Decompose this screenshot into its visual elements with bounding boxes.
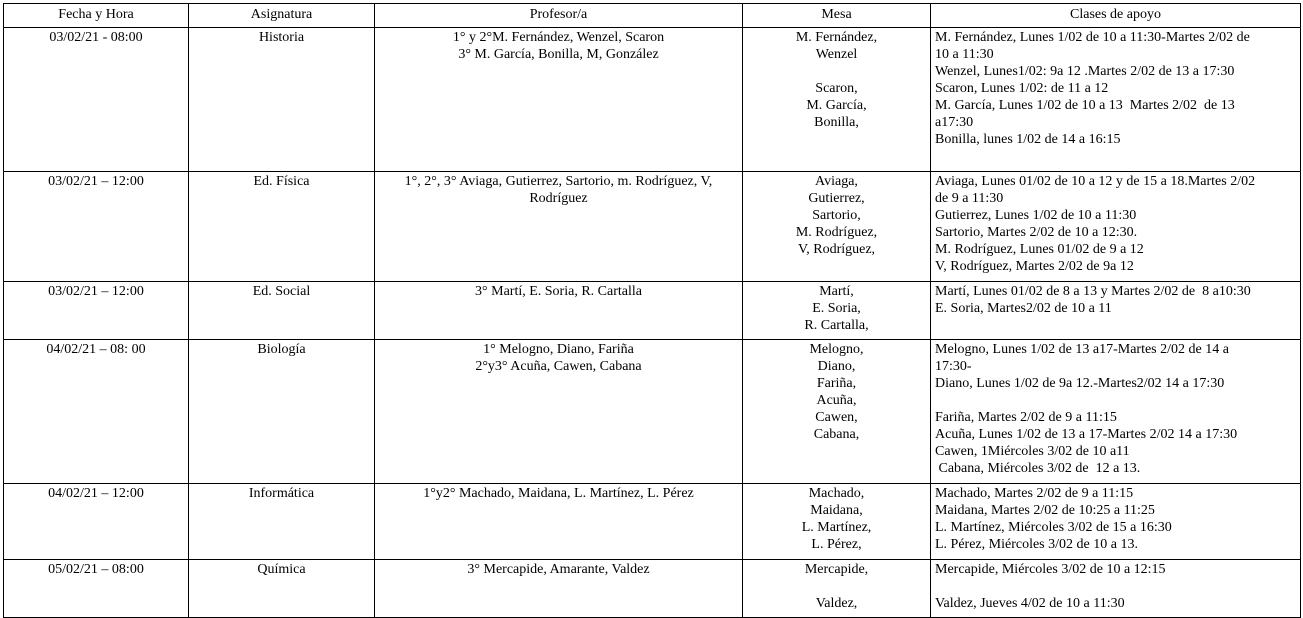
mesa-cell-line: Maidana,	[810, 503, 863, 518]
clases-cell-line: Bonilla, lunes 1/02 de 14 a 16:15	[935, 132, 1121, 147]
mesa-cell-line: V, Rodríguez,	[797, 242, 876, 257]
header-fecha: Fecha y Hora	[4, 4, 189, 28]
header-clases: Clases de apoyo	[931, 4, 1301, 28]
clases-cell-line: M. Rodríguez, Lunes 01/02 de 9 a 12	[935, 242, 1144, 257]
table-row	[4, 28, 1301, 172]
mesa-cell-line: Gutierrez,	[808, 191, 865, 206]
clases-cell	[931, 560, 1301, 618]
fecha-cell: 03/02/21 - 08:00	[4, 28, 189, 172]
mesa-cell-line: M. Rodríguez,	[795, 225, 878, 240]
mesa-cell-line: Wenzel	[815, 47, 858, 62]
clases-cell-line: M. García, Lunes 1/02 de 10 a 13 Martes 2/02 de 13	[935, 98, 1235, 113]
mesa-cell-line: M. Fernández,	[795, 30, 878, 45]
fecha-cell: 05/02/21 – 08:00	[4, 560, 189, 618]
clases-cell-line: L. Pérez, Miércoles 3/02 de 10 a 13.	[935, 537, 1138, 552]
clases-cell-line: Mercapide, Miércoles 3/02 de 10 a 12:15	[935, 562, 1166, 577]
profesor-cell-line: 3° Martí, E. Soria, R. Cartalla	[475, 284, 642, 299]
clases-cell-line: L. Martínez, Miércoles 3/02 de 15 a 16:30	[935, 520, 1172, 535]
mesa-cell-line: Melogno,	[809, 342, 864, 357]
mesa-cell	[743, 484, 931, 560]
table-row	[4, 340, 1301, 484]
mesa-cell-line: Aviaga,	[815, 174, 858, 189]
clases-cell-line	[935, 392, 1296, 409]
clases-cell-line: Diano, Lunes 1/02 de 9a 12.-Martes2/02 14 a 17:30	[935, 376, 1225, 391]
header-row	[4, 4, 1301, 28]
clases-cell-line: Wenzel, Lunes1/02: 9a 12 .Martes 2/02 de 13 a 17:30	[935, 64, 1235, 79]
clases-cell-line: Melogno, Lunes 1/02 de 13 a17-Martes 2/02 de 14 a	[935, 342, 1229, 357]
clases-cell-line: M. Fernández, Lunes 1/02 de 10 a 11:30-Martes 2/02 de	[935, 30, 1250, 45]
mesa-cell-line: L. Martínez,	[801, 520, 872, 535]
mesa-cell-line: Diano,	[817, 359, 856, 374]
mesa-cell-line: Mercapide,	[804, 562, 869, 577]
clases-cell-line: Valdez, Jueves 4/02 de 10 a 11:30	[935, 596, 1125, 611]
mesa-cell-line: Sartorio,	[812, 208, 861, 223]
table-row	[4, 484, 1301, 560]
mesa-cell-line: Cawen,	[815, 410, 858, 425]
profesor-cell	[375, 28, 743, 172]
clases-cell	[931, 282, 1301, 340]
clases-cell-line: Aviaga, Lunes 01/02 de 10 a 12 y de 15 a 18.Martes 2/02	[935, 174, 1256, 189]
clases-cell	[931, 28, 1301, 172]
mesa-cell-line: Fariña,	[816, 376, 857, 391]
profesor-cell	[375, 560, 743, 618]
mesa-cell	[743, 282, 931, 340]
fecha-cell: 04/02/21 – 12:00	[4, 484, 189, 560]
mesa-cell-line: E. Soria,	[812, 301, 861, 316]
asignatura-cell: Historia	[189, 28, 375, 172]
clases-cell-line: E. Soria, Martes2/02 de 10 a 11	[935, 301, 1112, 316]
header-mesa: Mesa	[743, 4, 931, 28]
header-profesor: Profesor/a	[375, 4, 743, 28]
clases-cell-line: Acuña, Lunes 1/02 de 13 a 17-Martes 2/02 14 a 17:30	[935, 427, 1238, 442]
mesa-cell	[743, 340, 931, 484]
profesor-cell-line: 1°, 2°, 3° Aviaga, Gutierrez, Sartorio, m. Rodríguez, V,	[404, 174, 713, 189]
profesor-cell-line: 3° M. García, Bonilla, M, González	[458, 47, 659, 62]
mesa-cell	[743, 172, 931, 282]
mesa-cell-line: Valdez,	[815, 596, 858, 611]
profesor-cell-line: 1° y 2°M. Fernández, Wenzel, Scaron	[452, 30, 665, 45]
clases-cell-line: Fariña, Martes 2/02 de 9 a 11:15	[935, 410, 1117, 425]
asignatura-cell: Informática	[189, 484, 375, 560]
asignatura-cell: Química	[189, 560, 375, 618]
profesor-cell	[375, 340, 743, 484]
clases-cell-line: V, Rodríguez, Martes 2/02 de 9a 12	[935, 259, 1134, 274]
clases-cell-line: Scaron, Lunes 1/02: de 11 a 12	[935, 81, 1109, 96]
profesor-cell-line: 1°y2° Machado, Maidana, L. Martínez, L. Pérez	[423, 486, 694, 501]
clases-cell-line: Gutierrez, Lunes 1/02 de 10 a 11:30	[935, 208, 1137, 223]
mesa-cell-line: Machado,	[808, 486, 865, 501]
clases-cell-line: Martí, Lunes 01/02 de 8 a 13 y Martes 2/02 de 8 a10:30	[935, 284, 1251, 299]
mesa-cell-line	[747, 578, 926, 595]
clases-cell	[931, 484, 1301, 560]
fecha-cell: 03/02/21 – 12:00	[4, 172, 189, 282]
asignatura-cell: Ed. Social	[189, 282, 375, 340]
clases-cell-line: de 9 a 11:30	[935, 191, 1004, 206]
table-row	[4, 172, 1301, 282]
exam-schedule-table	[3, 3, 1301, 618]
profesor-cell-line: 1° Melogno, Diano, Fariña	[483, 342, 634, 357]
profesor-cell-line: Rodríguez	[529, 191, 588, 206]
fecha-cell: 04/02/21 – 08: 00	[4, 340, 189, 484]
clases-cell-line: Sartorio, Martes 2/02 de 10 a 12:30.	[935, 225, 1138, 240]
profesor-cell	[375, 172, 743, 282]
asignatura-cell: Biología	[189, 340, 375, 484]
clases-cell	[931, 340, 1301, 484]
clases-cell-line: Cabana, Miércoles 3/02 de 12 a 13.	[935, 461, 1141, 476]
mesa-cell-line: Acuña,	[816, 393, 857, 408]
mesa-cell-line: M. García,	[806, 98, 867, 113]
clases-cell-line	[935, 578, 1296, 595]
table-row	[4, 282, 1301, 340]
profesor-cell-line: 3° Mercapide, Amarante, Valdez	[467, 562, 650, 577]
mesa-cell-line: R. Cartalla,	[804, 318, 869, 333]
clases-cell-line: a17:30	[935, 115, 974, 130]
fecha-cell: 03/02/21 – 12:00	[4, 282, 189, 340]
mesa-cell-line: L. Pérez,	[811, 537, 862, 552]
profesor-cell	[375, 484, 743, 560]
mesa-cell	[743, 560, 931, 618]
mesa-cell-line: Bonilla,	[814, 115, 859, 130]
clases-cell-line: 10 a 11:30	[935, 47, 994, 62]
clases-cell	[931, 172, 1301, 282]
mesa-cell	[743, 28, 931, 172]
mesa-cell-line: Cabana,	[813, 427, 860, 442]
clases-cell-line: Machado, Martes 2/02 de 9 a 11:15	[935, 486, 1134, 501]
profesor-cell-line: 2°y3° Acuña, Cawen, Cabana	[475, 359, 642, 374]
asignatura-cell: Ed. Física	[189, 172, 375, 282]
clases-cell-line: Cawen, 1Miércoles 3/02 de 10 a11	[935, 444, 1130, 459]
mesa-cell-line: Scaron,	[815, 81, 858, 96]
mesa-cell-line	[747, 63, 926, 80]
mesa-cell-line: Martí,	[819, 284, 854, 299]
clases-cell-line: Maidana, Martes 2/02 de 10:25 a 11:25	[935, 503, 1155, 518]
table-row	[4, 560, 1301, 618]
clases-cell-line: 17:30-	[935, 359, 972, 374]
profesor-cell	[375, 282, 743, 340]
header-asignatura: Asignatura	[189, 4, 375, 28]
